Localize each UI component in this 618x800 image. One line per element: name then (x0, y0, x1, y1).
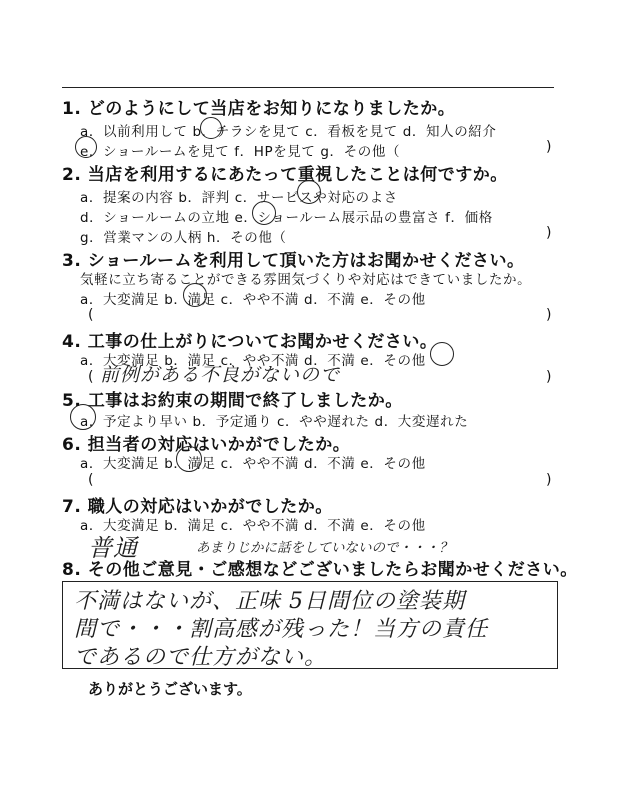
answer-circle-q3-b (183, 283, 207, 307)
question-1-title: 1. どのようにして当店をお知りになりましたか。 (62, 99, 456, 119)
question-1-options-line1: a．以前利用して b．チラシを見て c．看板を見て d．知人の紹介 (80, 124, 497, 140)
question-1-paren-close: ) (546, 139, 552, 155)
question-6-paren-open: ( (88, 472, 94, 488)
question-4-handwritten-answer: 前例がある不良がないので (100, 364, 341, 386)
question-7-handwritten-note: あまりじかに話をしていないので・・・？ (196, 540, 453, 556)
answer-circle-q2-c (297, 180, 321, 204)
answer-circle-q1-b (200, 117, 222, 139)
answer-circle-q1-e (75, 136, 97, 158)
answer-circle-q6-b (176, 446, 202, 472)
question-3-options: a．大変満足 b．満足 c．やや不満 d．不満 e．その他 (80, 292, 426, 308)
question-2-options-line3: g．営業マンの人柄 h．その他（ (80, 230, 287, 246)
answer-circle-q2-e (252, 201, 276, 225)
comment-handwritten-line2: 間で・・・割高感が残った！当方の責任 (74, 617, 489, 642)
question-4-options: a．大変満足 b．満足 c．やや不満 d．不満 e．その他 (80, 353, 426, 369)
question-3-title: 3. ショールームを利用して頂いた方はお聞かせください。 (62, 251, 525, 271)
question-7-title: 7. 職人の対応はいかがでしたか。 (62, 497, 333, 517)
answer-circle-q4-e (430, 342, 454, 366)
top-rule (62, 87, 554, 88)
question-1-options-line2: e．ショールームを見て f．HPを見て g．その他（ (80, 144, 401, 160)
question-2-options-line1: a．提案の内容 b．評判 c．サービスや対応のよさ (80, 190, 398, 206)
question-4-title: 4. 工事の仕上がりについてお聞かせください。 (62, 332, 438, 352)
question-7-handwritten-answer: 普通 (88, 534, 138, 562)
question-2-paren-close: ) (546, 225, 552, 241)
question-7-options: a．大変満足 b．満足 c．やや不満 d．不満 e．その他 (80, 518, 426, 534)
question-4-paren-close: ) (546, 369, 552, 385)
comment-handwritten-line1: 不満はないが、正味 5日間位の塗装期 (74, 589, 465, 614)
question-3-subtitle: 気軽に立ち寄ることができる雰囲気づくりや対応はできていましたか。 (80, 272, 532, 288)
question-6-paren-close: ) (546, 472, 552, 488)
thank-you-text: ありがとうございます。 (88, 680, 252, 698)
question-5-options: a．予定より早い b．予定通り c．やや遅れた d．大変遅れた (80, 414, 469, 430)
question-6-options: a．大変満足 b．満足 c．やや不満 d．不満 e．その他 (80, 456, 426, 472)
question-2-title: 2. 当店を利用するにあたって重視したことは何ですか。 (62, 165, 508, 185)
question-2-options-line2: d．ショールームの立地 e．ショールーム展示品の豊富さ f．価格 (80, 210, 493, 226)
answer-circle-q5-a (70, 404, 96, 430)
question-3-paren-close: ) (546, 307, 552, 323)
question-3-paren-open: ( (88, 307, 94, 323)
question-5-title: 5. 工事はお約束の期間で終了しましたか。 (62, 391, 403, 411)
comment-handwritten-line3: であるので仕方がない。 (74, 645, 328, 670)
question-8-title: 8. その他ご意見・ご感想などございましたらお聞かせください。 (62, 560, 578, 580)
question-4-paren-open: ( (88, 369, 94, 385)
question-6-title: 6. 担当者の対応はいかがでしたか。 (62, 435, 351, 455)
